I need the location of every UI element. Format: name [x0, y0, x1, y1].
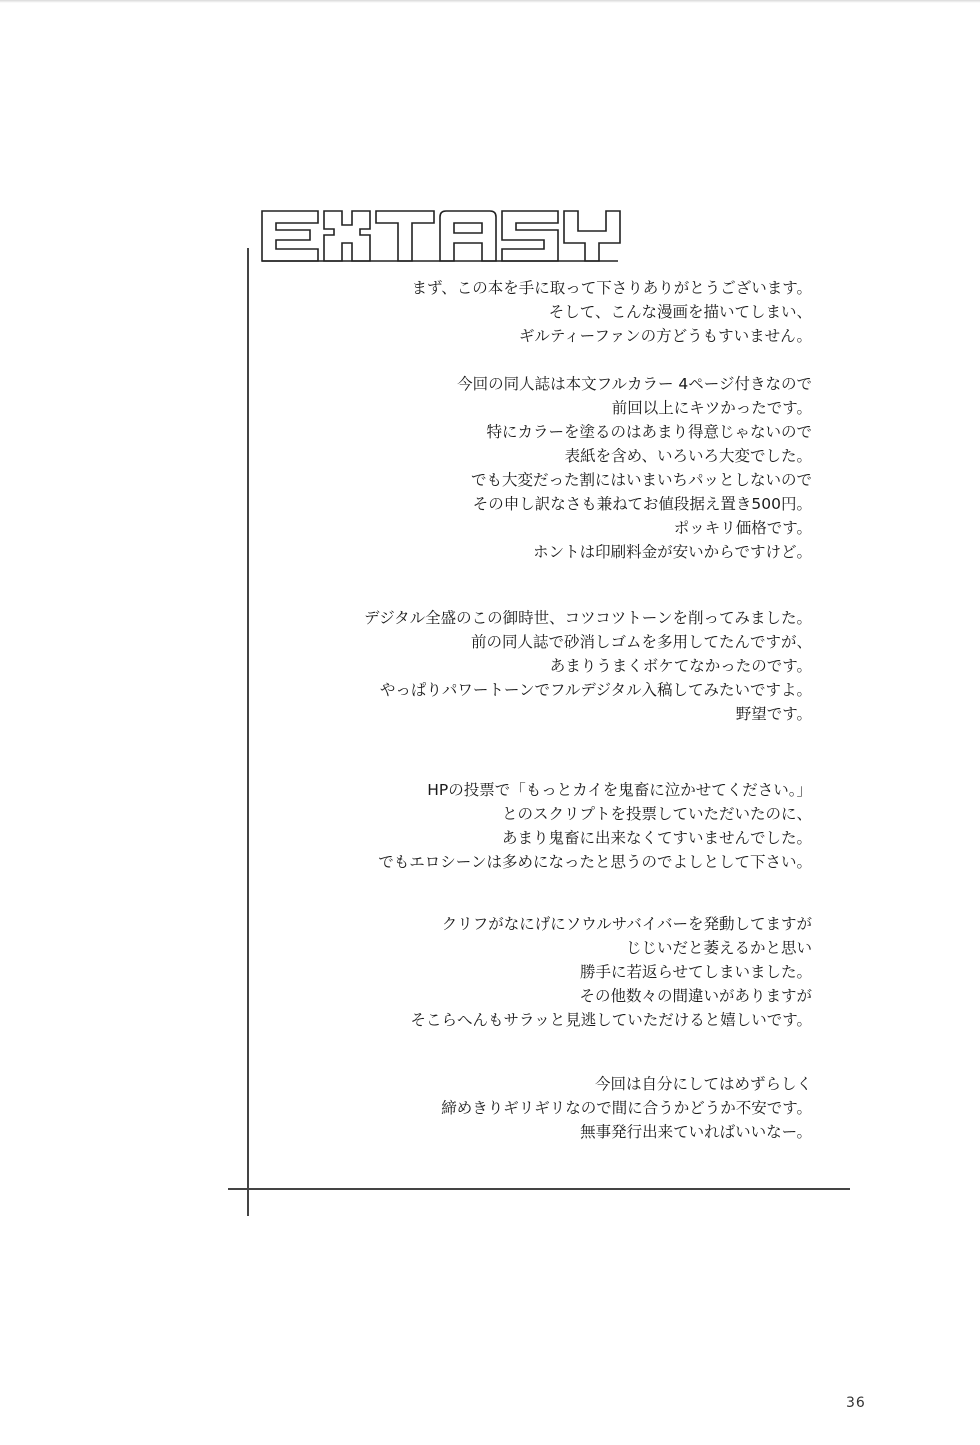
text-line: ポッキリ価格です。	[673, 519, 812, 537]
text-line: 無事発行出来ていればいいなー。	[580, 1123, 812, 1141]
text-line: あまり鬼畜に出来なくてすいませんでした。	[501, 829, 812, 847]
paragraph-1	[252, 276, 812, 348]
text-line: やっぱりパワートーンでフルデジタル入稿してみたいですよ。	[379, 681, 812, 699]
bottom-horizontal-rule	[228, 1188, 850, 1190]
paragraph-4	[252, 778, 812, 874]
text-line: 野望です。	[735, 705, 812, 723]
text-line: 前回以上にキツかったです。	[611, 399, 812, 417]
text-line: デジタル全盛のこの御時世、コツコツトーンを削ってみました。	[364, 609, 812, 627]
text-line: でもエロシーンは多めになったと思うのでよしとして下さい。	[378, 853, 812, 871]
text-line: 今回の同人誌は本文フルカラー 4ページ付きなので	[457, 375, 812, 393]
afterword-text	[252, 276, 812, 1144]
left-vertical-rule	[247, 248, 249, 1216]
paragraph-5	[252, 912, 812, 1032]
text-line: ギルティーファンの方どうもすいません。	[519, 327, 812, 345]
text-line: 特にカラーを塗るのはあまり得意じゃないので	[486, 423, 812, 441]
text-line: クリフがなにげにソウルサバイバーを発動してますが	[441, 915, 812, 933]
text-line: まず、この本を手に取って下さりありがとうございます。	[411, 279, 812, 297]
text-line: 前の同人誌で砂消しゴムを多用してたんですが、	[470, 633, 812, 651]
text-line: 締めきりギリギリなので間に合うかどうか不安です。	[441, 1099, 812, 1117]
text-line: そして、こんな漫画を描いてしまい、	[548, 303, 812, 321]
text-line: その他数々の間違いがありますが	[579, 987, 812, 1005]
paragraph-3	[252, 606, 812, 726]
text-line: HPの投票で「もっとカイを鬼畜に泣かせてください。」	[427, 781, 812, 799]
text-line: 今回は自分にしてはめずらしく	[594, 1075, 812, 1093]
text-line: じじいだと萎えるかと思い	[625, 939, 812, 957]
text-line: でも大変だった割にはいまいちパッとしないので	[470, 471, 812, 489]
page-top-edge	[0, 0, 980, 3]
text-line: ホントは印刷料金が安いからですけど。	[533, 543, 812, 561]
text-line: その申し訳なさも兼ねてお値段据え置き500円。	[472, 495, 812, 513]
title-logo	[258, 203, 630, 265]
paragraph-2	[252, 372, 812, 564]
text-line: 勝手に若返らせてしまいました。	[579, 963, 812, 981]
paragraph-6	[252, 1072, 812, 1144]
text-line: あまりうまくボケてなかったのです。	[549, 657, 812, 675]
text-line: とのスクリプトを投票していただいたのに、	[501, 805, 812, 823]
text-line: そこらへんもサラッと見逃していただけると嬉しいです。	[410, 1011, 812, 1029]
text-line: 表紙を含め、いろいろ大変でした。	[564, 447, 812, 465]
page-number: 36	[846, 1395, 866, 1411]
